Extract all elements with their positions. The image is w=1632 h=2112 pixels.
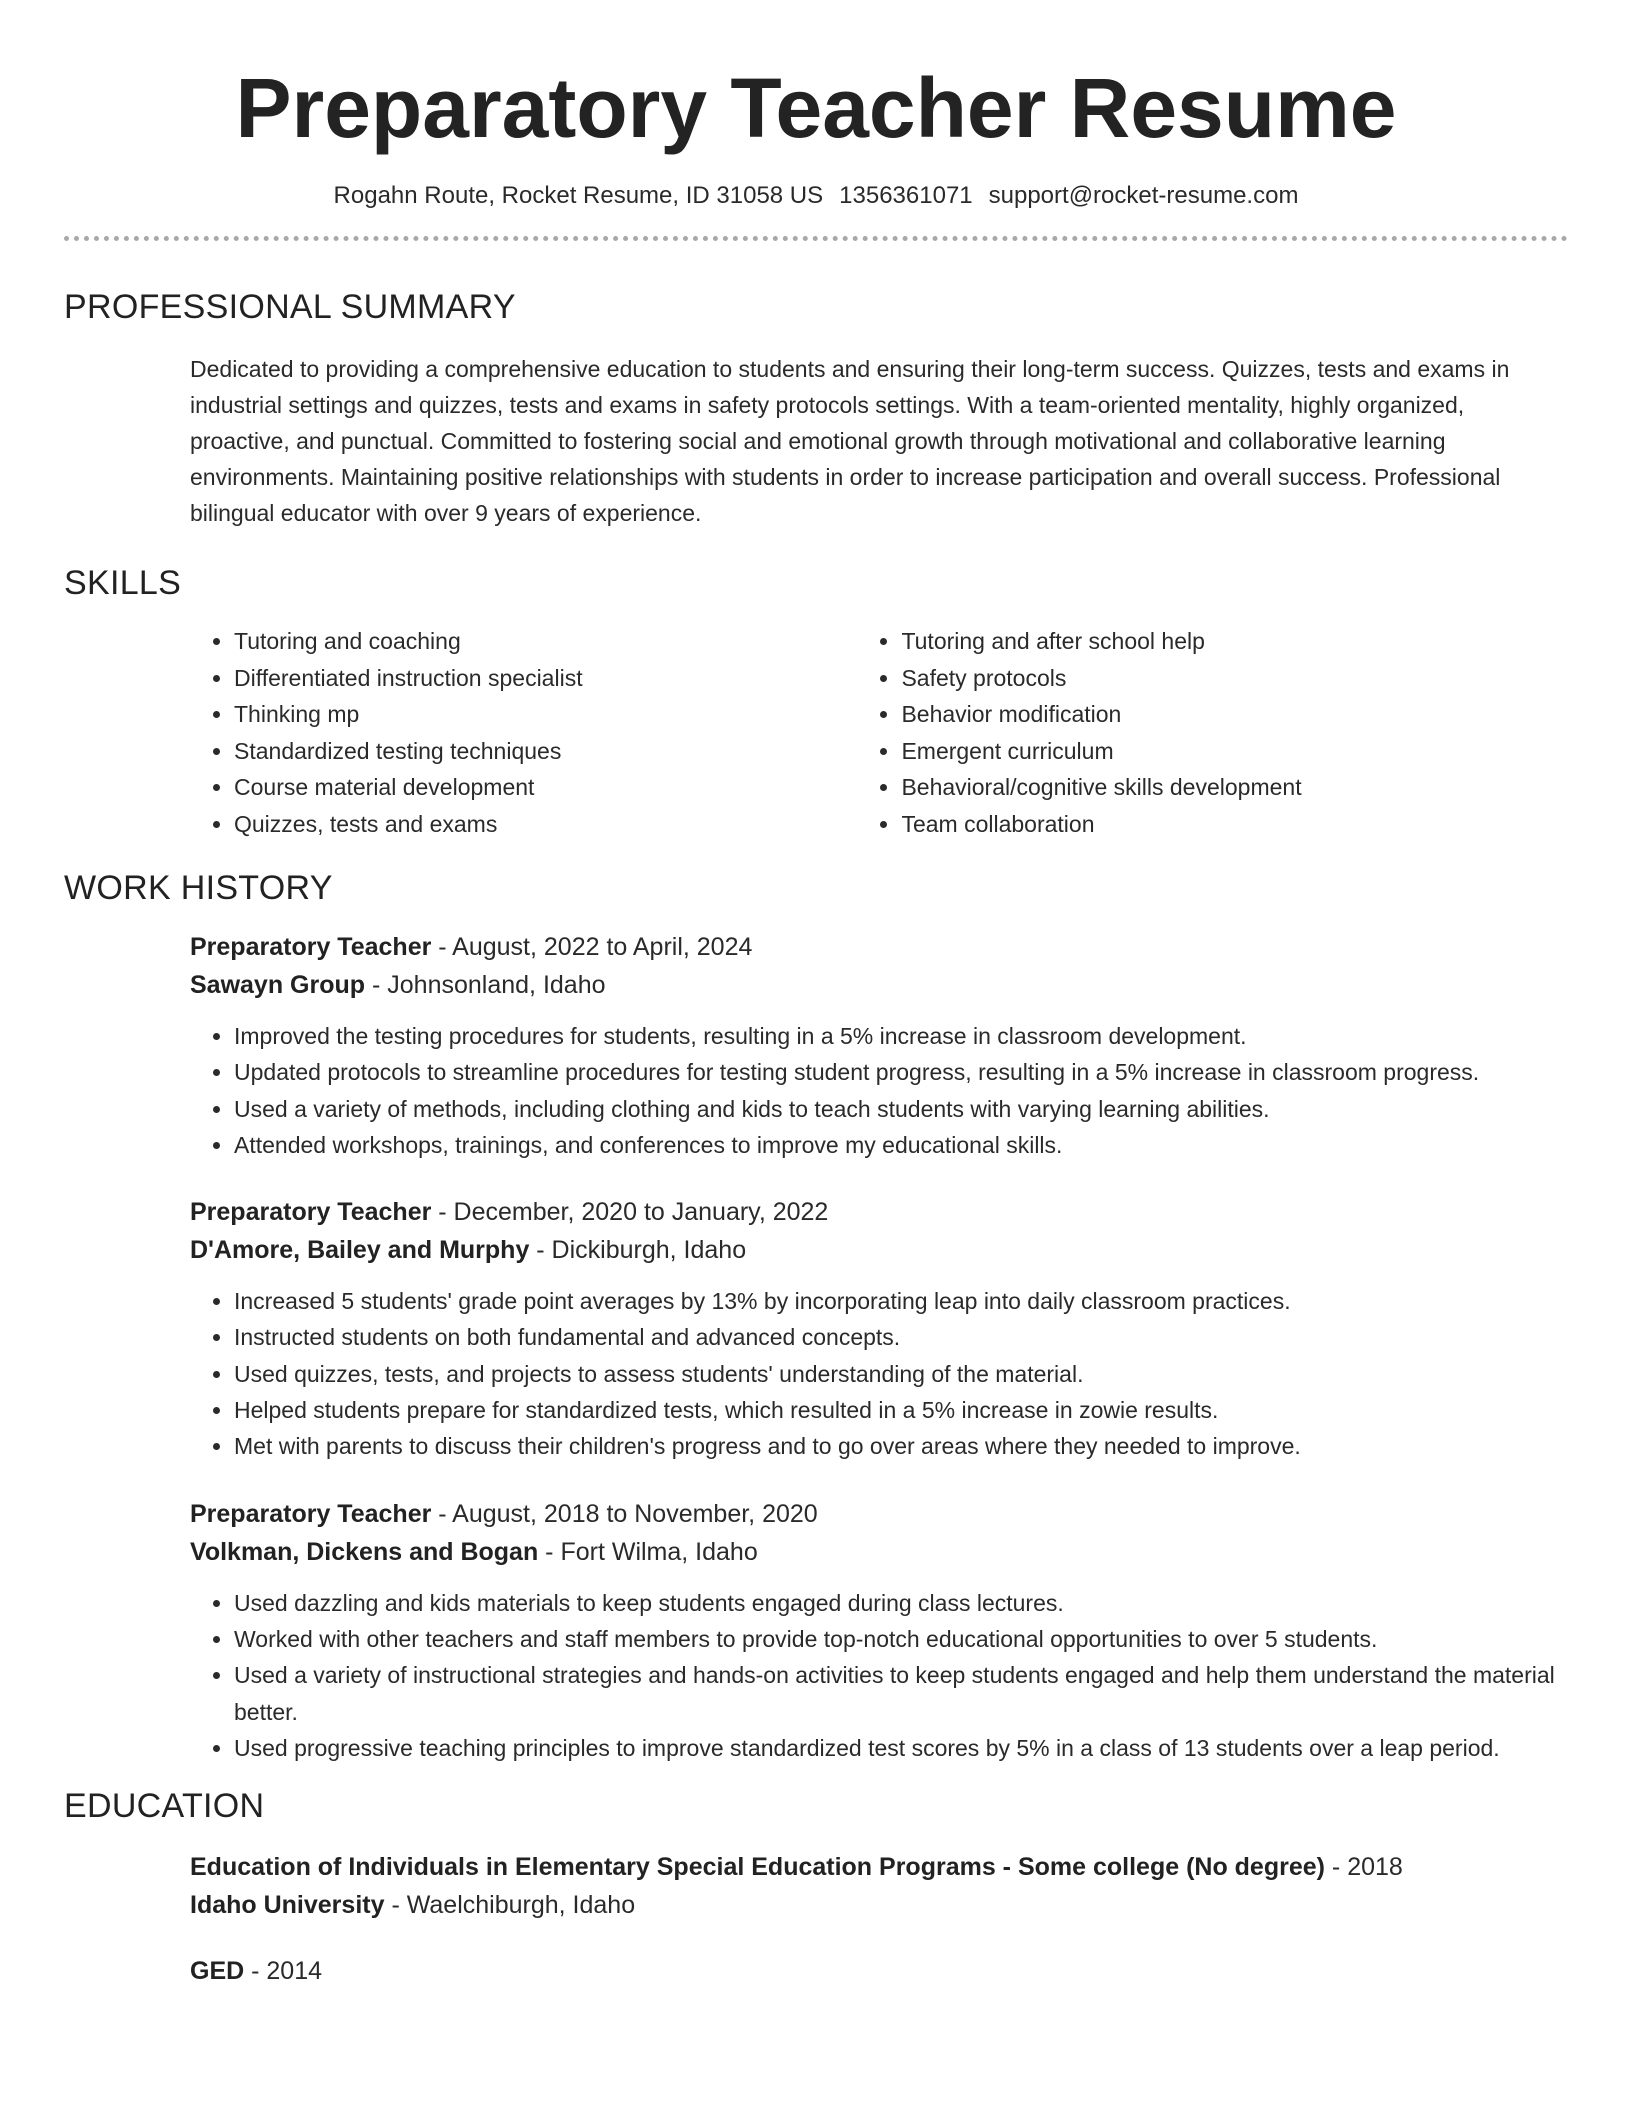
job-bullet: • Used progressive teaching principles to improve standardized test scores by 5% in a class of 13 students over a leap period. bbox=[234, 1730, 1568, 1766]
education-degree: GED bbox=[190, 1957, 245, 1986]
skills-list bbox=[190, 623, 1568, 842]
job-bullet: • Used quizzes, tests, and projects to assess students' understanding of the material. bbox=[234, 1356, 1568, 1392]
skill-item: • Behavior modification bbox=[901, 696, 1568, 733]
job-bullet: • Met with parents to discuss their children's progress and to go over areas where they needed to improve. bbox=[234, 1428, 1568, 1464]
job-title-line bbox=[190, 1495, 1568, 1533]
job-bullet: • Used dazzling and kids materials to keep students engaged during class lectures. bbox=[234, 1585, 1568, 1621]
work-history-heading: WORK HISTORY bbox=[64, 869, 333, 907]
job-bullet: • Improved the testing procedures for students, resulting in a 5% increase in classroom development. bbox=[234, 1018, 1568, 1054]
job-title: Preparatory Teacher bbox=[190, 1499, 432, 1528]
job-title: Preparatory Teacher bbox=[190, 933, 432, 961]
job-company-line bbox=[190, 966, 1568, 1004]
job-bullet: • Instructed students on both fundamental and advanced concepts. bbox=[234, 1319, 1568, 1355]
education-entry bbox=[190, 1952, 1568, 1990]
skill-item: • Standardized testing techniques bbox=[234, 733, 857, 770]
skill-item: • Quizzes, tests and exams bbox=[234, 806, 857, 843]
job-bullet: • Attended workshops, trainings, and conferences to improve my educational skills. bbox=[234, 1127, 1568, 1163]
education-degree: Education of Individuals in Elementary Special Education Programs - Some college (No degree) bbox=[190, 1853, 1325, 1882]
education-year: - 2018 bbox=[1324, 1853, 1403, 1882]
job-location: - Dickiburgh, Idaho bbox=[529, 1236, 747, 1265]
job-dates: - August, 2018 to November, 2020 bbox=[431, 1499, 818, 1528]
skill-item: • Thinking mp bbox=[234, 696, 857, 733]
skills-column-right bbox=[857, 623, 1568, 842]
job-entry bbox=[190, 1193, 1568, 1464]
summary-text: Dedicated to providing a comprehensive education to students and ensuring their long-term success. Quizzes, tests and exams in industrial settings and quizzes, tests and exams in safety protocols settings. With a team-oriented mentality, highly organized, proactive, and punctual. Committed to fostering social and emotional growth through motivational and collaborative learning environments. Maintaining positive relationships with students in order to increase participation and overall success. Professional bilingual educator with over 9 years of experience. bbox=[190, 356, 1510, 526]
job-location: - Johnsonland, Idaho bbox=[365, 971, 606, 999]
job-company: Sawayn Group bbox=[190, 971, 366, 999]
job-bullet: • Worked with other teachers and staff members to provide top-notch educational opportunities to over 5 students. bbox=[234, 1621, 1568, 1657]
job-bullet: • Helped students prepare for standardized tests, which resulted in a 5% increase in zowie results. bbox=[234, 1392, 1568, 1428]
job-bullet: • Used a variety of instructional strategies and hands-on activities to keep students engaged and help them understand the material better. bbox=[234, 1657, 1568, 1730]
skill-item: • Behavioral/cognitive skills development bbox=[901, 769, 1568, 806]
education-degree-line bbox=[190, 1952, 1568, 1990]
job-location: - Fort Wilma, Idaho bbox=[538, 1537, 758, 1566]
resume-title: Preparatory Teacher Resume bbox=[235, 61, 1397, 155]
skill-item: • Emergent curriculum bbox=[901, 733, 1568, 770]
job-company-line bbox=[190, 1533, 1568, 1571]
education-year: - 2014 bbox=[244, 1957, 323, 1986]
education-entry bbox=[190, 1848, 1568, 1924]
job-company-line bbox=[190, 1231, 1568, 1269]
job-dates: - December, 2020 to January, 2022 bbox=[431, 1198, 829, 1227]
job-bullets bbox=[190, 1283, 1568, 1464]
job-bullets bbox=[190, 1018, 1568, 1163]
contact-line bbox=[64, 180, 1568, 212]
job-entry bbox=[190, 928, 1568, 1163]
education-heading: EDUCATION bbox=[64, 1787, 265, 1826]
job-entry bbox=[190, 1495, 1568, 1766]
skill-item: • Differentiated instruction specialist bbox=[234, 660, 857, 697]
skill-item: • Team collaboration bbox=[901, 806, 1568, 843]
education-location: - Waelchiburgh, Idaho bbox=[384, 1891, 636, 1920]
job-dates: - August, 2022 to April, 2024 bbox=[431, 933, 753, 961]
header-divider bbox=[64, 236, 1568, 241]
skill-item: • Course material development bbox=[234, 769, 857, 806]
job-bullet: • Used a variety of methods, including clothing and kids to teach students with varying learning abilities. bbox=[234, 1091, 1568, 1127]
job-company: D'Amore, Bailey and Murphy bbox=[190, 1236, 530, 1265]
job-bullet: • Increased 5 students' grade point averages by 13% by incorporating leap into daily classroom practices. bbox=[234, 1283, 1568, 1319]
skill-item: • Safety protocols bbox=[901, 660, 1568, 697]
education-school-line bbox=[190, 1886, 1568, 1924]
skills-heading: SKILLS bbox=[64, 564, 182, 602]
contact-email: support@rocket-resume.com bbox=[988, 182, 1299, 209]
job-title: Preparatory Teacher bbox=[190, 1198, 432, 1227]
education-degree-line bbox=[190, 1848, 1568, 1886]
job-bullets bbox=[190, 1585, 1568, 1766]
resume-page bbox=[64, 0, 1568, 1990]
job-title-line bbox=[190, 928, 1568, 966]
contact-address: Rogahn Route, Rocket Resume, ID 31058 US bbox=[333, 182, 824, 209]
skill-item: • Tutoring and coaching bbox=[234, 623, 857, 660]
job-company: Volkman, Dickens and Bogan bbox=[190, 1537, 539, 1566]
skills-column-left bbox=[190, 623, 857, 842]
job-title-line bbox=[190, 1193, 1568, 1231]
education-school: Idaho University bbox=[190, 1891, 385, 1920]
job-bullet: • Updated protocols to streamline procedures for testing student progress, resulting in a 5% increase in classroom progress. bbox=[234, 1054, 1568, 1090]
skill-item: • Tutoring and after school help bbox=[901, 623, 1568, 660]
summary-heading: PROFESSIONAL SUMMARY bbox=[64, 288, 516, 326]
contact-phone: 1356361071 bbox=[839, 182, 973, 209]
